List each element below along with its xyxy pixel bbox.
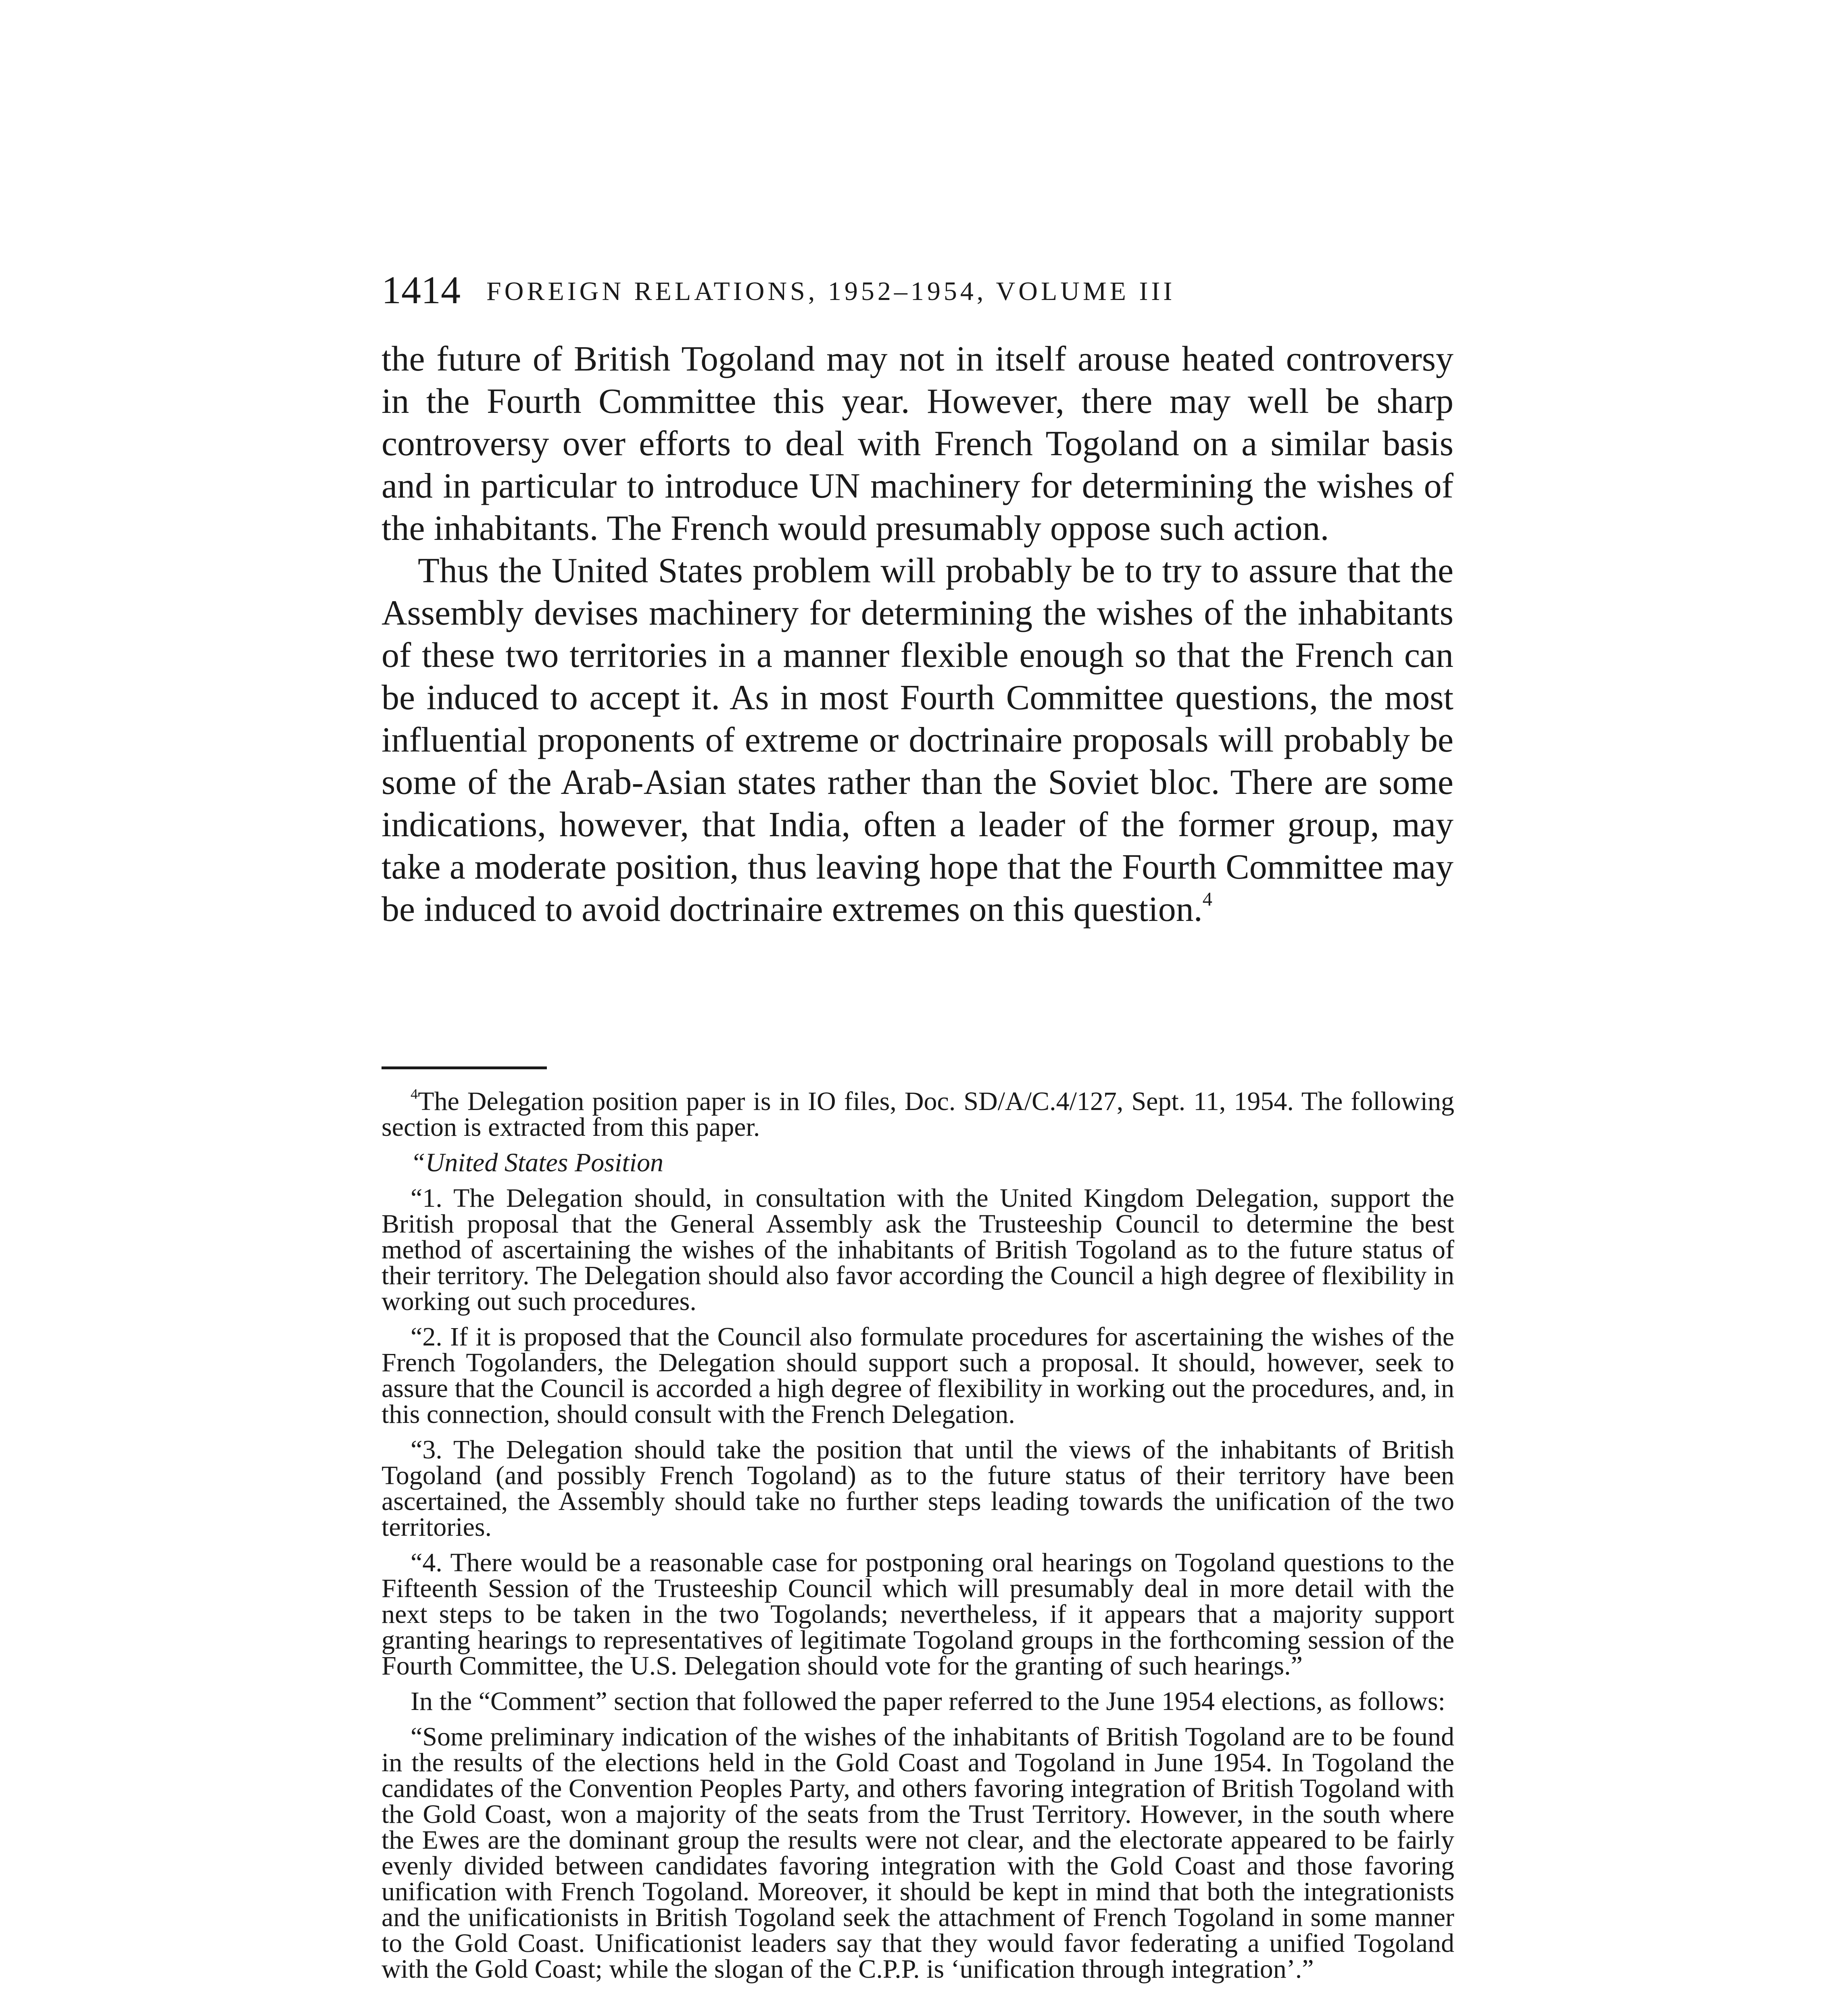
page-number: 1414 [382, 269, 461, 312]
comment-quote: “Some preliminary indication of the wishes of the inhabitants of British Togoland are to be found in the results of the elections held in the Gold Coast and Togoland in June 1954. In Togoland the candidates of the Convention Peoples Party, and others favoring integration of British Togoland with the Gold Coast, won a majority of the seats from the Trust Territory. However, in the south where the Ewes are the dominant group the results were not clear, and the electorate appeared to be fairly evenly divided between candidates favoring integration with the Gold Coast and those favoring unification with French Togoland. Moreover, it should be kept in mind that both the integrationists and the unificationists in British Togoland seek the attachment of French Togoland in some manner to the Gold Coast. Unificationist leaders say that they would favor federating a unified Togoland with the Gold Coast; while the slogan of the C.P.P. is ‘unification through integration’.” [382, 1722, 1454, 1984]
footnote-reference: 4 [1202, 889, 1212, 910]
footnote-intro [382, 1085, 1454, 1142]
body-paragraph: the future of British Togoland may not in itself arouse heated controversy in the Fourth Committee this year. However, there may well be sharp controversy over efforts to deal with French Togoland on a similar basis and in particular to introduce UN machinery for determining the wishes of the inhabitants. The French would presumably oppose such action. [382, 339, 1453, 548]
position-heading: “United States Position [411, 1148, 663, 1177]
position-item-4: “4. There would be a reasonable case for postponing oral hearings on Togoland questions to the Fifteenth Session of the Trusteeship Council which will presumably deal in more detail with the next steps to be taken in the two Togolands; nevertheless, if it appears that a majority support granting hearings to representatives of legitimate Togoland groups in the forthcoming session of the Fourth Committee, the U.S. Delegation should vote for the granting of such hearings.” [382, 1548, 1454, 1681]
position-item-1: “1. The Delegation should, in consultation with the United Kingdom Delegation, support the British proposal that the General Assembly ask the Trusteeship Council to determine the best method of ascertaining the wishes of the inhabitants of British Togoland as to the future status of their territory. The Delegation should also favor according the Council a high degree of flexibility in working out such procedures. [382, 1183, 1454, 1316]
position-item-2: “2. If it is proposed that the Council also formulate procedures for ascertaining the wishes of the French Togolanders, the Delegation should support such a proposal. It should, however, seek to assure that the Council is accorded a high degree of flexibility in working out the procedures, and, in this connection, should consult with the French Delegation. [382, 1322, 1454, 1429]
footnote-divider [382, 1066, 547, 1069]
footnote-intro-text: The Delegation position paper is in IO files, Doc. SD/A/C.4/127, Sept. 11, 1954. The following section is extracted from this paper. [382, 1087, 1454, 1142]
comment-intro: In the “Comment” section that followed the paper referred to the June 1954 elections, as follows: [411, 1687, 1445, 1716]
main-text [382, 338, 1453, 931]
running-title: FOREIGN RELATIONS, 1952–1954, VOLUME III [486, 277, 1176, 306]
position-item-3: “3. The Delegation should take the position that until the views of the inhabitants of British Togoland (and possibly French Togoland) as to the future status of their territory have been ascertained, the Assembly should take no further steps leading towards the unification of the two territories. [382, 1435, 1454, 1542]
page-header [382, 264, 1454, 317]
footnote-section [382, 1085, 1454, 1984]
body-paragraph [382, 550, 1453, 931]
footnote-marker: 4 [411, 1085, 418, 1102]
body-paragraph-text: Thus the United States problem will probably be to try to assure that the Assembly devises machinery for determining the wishes of the inhabitants of these two territories in a manner flexible enough so that the French can be induced to accept it. As in most Fourth Committee questions, the most influential proponents of extreme or doctrinaire proposals will probably be some of the Arab-Asian states rather than the Soviet bloc. There are some indications, however, that India, often a leader of the former group, may take a moderate position, thus leaving hope that the Fourth Committee may be induced to avoid doctrinaire extremes on this question. [382, 551, 1453, 929]
